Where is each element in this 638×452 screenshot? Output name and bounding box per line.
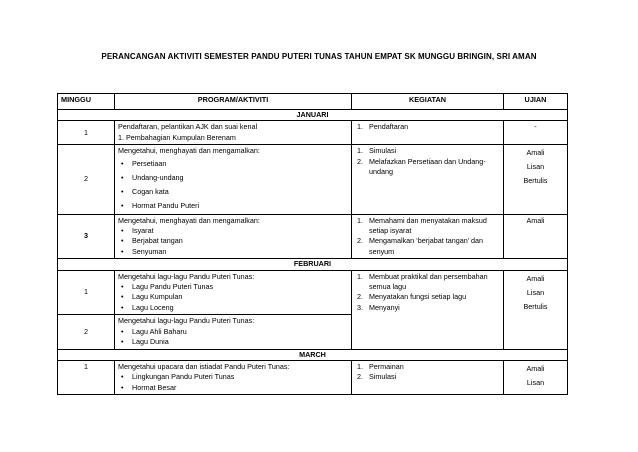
kegiatan-cell: 1. Memahami dan menyatakan maksud setiap isyarat 2. Mengamalkan ‘berjabat tangan’ dan senyum [352,214,504,259]
ujian-item: Lisan [526,377,545,387]
table-row [58,214,568,259]
document-title: PERANCANGAN AKTIVITI SEMESTER PANDU PUTERI TUNAS TAHUN EMPAT SK MUNGGU BRINGIN, SRI AMAN [101,52,537,61]
ujian-item: Bertulis [523,301,548,311]
program-intro: Mengetahui, menghayati dan mengamalkan: [118,146,260,156]
program-item: • Berjabat tangan [118,236,348,246]
kegiatan-cell: 1. Permainan 2. Simulasi [352,360,504,394]
ujian-item: Lisan [526,162,545,172]
program-item: 1. Pembahagian Kumpulan Berenam [118,132,236,142]
header-minggu: MINGGU [58,94,115,110]
minggu-cell: 2 [58,315,115,349]
kegiatan-item: Melafazkan Persetiaan dan Undang-undang [369,156,486,177]
program-cell [115,214,352,259]
program-cell [115,121,352,145]
table-row [58,270,568,315]
header-kegiatan: KEGIATAN [352,94,504,110]
program-item: • Lagu Loceng [118,303,348,313]
program-intro: Pendaftaran, pelantikan AJK dan suai kenal [118,122,258,132]
program-item: • Lingkungan Pandu Puteri Tunas [118,372,348,382]
ujian-cell [504,145,568,214]
minggu-cell: 1 [58,360,115,394]
program-item: • Persetiaan [118,157,348,171]
table-row [58,121,568,145]
program-intro: Mengetahui upacara dan istiadat Pandu Puteri Tunas: [118,361,290,371]
program-item: • Lagu Pandu Puteri Tunas [118,282,348,292]
kegiatan-item: Simulasi [369,372,397,382]
program-cell [115,360,352,394]
ujian-item: Amali [526,148,545,158]
kegiatan-item: Permainan [369,361,404,371]
minggu-cell: 3 [58,214,115,259]
program-item: • Lagu Ahli Baharu [118,327,348,337]
month-row-februari [58,259,568,270]
program-cell [115,145,352,214]
header-program: PROGRAM/AKTIVITI [115,94,352,110]
ujian-item: Amali [526,273,545,283]
ujian-cell: - [504,121,568,145]
month-label: JANUARI [58,110,568,121]
kegiatan-cell: 1. Simulasi 2. Melafazkan Persetiaan dan Undang-undang [352,145,504,214]
kegiatan-cell: 1. Pendaftaran [352,121,504,145]
program-intro: Mengetahui lagu-lagu Pandu Puteri Tunas: [118,271,255,281]
month-label: MARCH [58,349,568,360]
ujian-cell: Amali [504,214,568,259]
program-intro: Mengetahui, menghayati dan mengamalkan: [118,215,260,225]
ujian-cell [504,360,568,394]
program-item: • Undang-undang [118,171,348,185]
month-label: FEBRUARI [58,259,568,270]
program-item: • Cogan kata [118,185,348,199]
program-item: • Isyarat [118,226,348,236]
month-row-march [58,349,568,360]
kegiatan-item: Simulasi [369,146,397,156]
ujian-cell [504,270,568,349]
kegiatan-item: Mengamalkan ‘berjabat tangan’ dan senyum [369,236,484,256]
kegiatan-cell: 1. Membuat praktikal dan persembahan semua lagu 2. Menyatakan fungsi setiap lagu 3. Menyanyi [352,270,504,349]
minggu-cell: 2 [58,145,115,214]
minggu-cell: 1 [58,270,115,315]
minggu-cell: 1 [58,121,115,145]
ujian-item: Lisan [526,287,545,297]
kegiatan-item: Membuat praktikal dan persembahan semua lagu [369,271,488,292]
ujian-item: Amali [526,363,545,373]
activity-table [57,93,568,395]
program-intro: Mengetahui lagu-lagu Pandu Puteri Tunas: [118,316,255,326]
program-item: • Lagu Kumpulan [118,292,348,302]
program-item: • Hormat Pandu Puteri [118,199,348,213]
kegiatan-item: Pendaftaran [369,122,409,132]
table-row [58,145,568,214]
program-item: • Lagu Dunia [118,337,348,347]
program-cell [115,270,352,315]
program-cell [115,315,352,349]
kegiatan-item: Menyatakan fungsi setiap lagu [369,292,467,302]
table-row [58,360,568,394]
ujian-item: Bertulis [523,176,548,186]
kegiatan-item: Memahami dan menyatakan maksud setiap isyarat [369,215,487,236]
table-header-row [58,94,568,110]
month-row-januari [58,110,568,121]
header-ujian: UJIAN [504,94,568,110]
program-item: • Hormat Besar [118,383,348,393]
kegiatan-item: Menyanyi [369,302,400,312]
program-item: • Senyuman [118,247,348,257]
